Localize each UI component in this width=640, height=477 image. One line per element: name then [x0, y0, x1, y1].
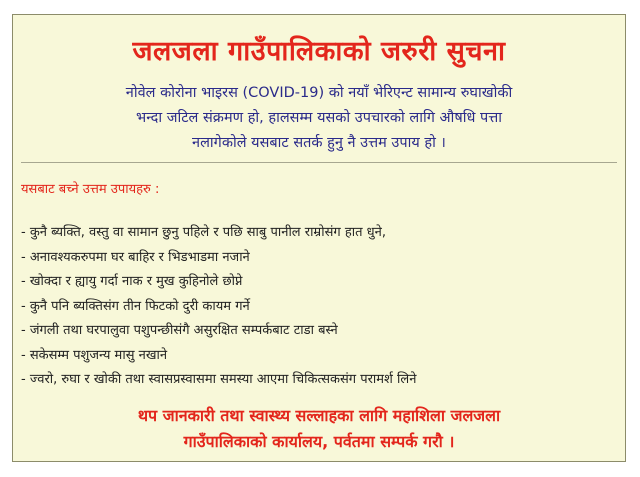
intro-line: भन्दा जटिल संक्रमण हो, हालसम्म यसको उपचारको लागि औषधि पत्ता [136, 110, 502, 126]
contact-footer [13, 403, 625, 455]
tip-item: - अनावश्यकरुपमा घर बाहिर र भिडभाडमा नजाने [21, 249, 250, 265]
tip-item: - खोक्दा र ह्यायु गर्दा नाक र मुख कुहिनोले छोप्ने [21, 274, 243, 289]
tip-item: - कुनै ब्यक्ति, वस्तु वा सामान छुनु पहिले र पछि साबु पानील राम्रोसंग हात धुने, [21, 225, 386, 240]
divider [21, 162, 617, 163]
notice-title: जलजला गाउँपालिकाको जरुरी सुचना [132, 36, 506, 67]
tip-item: - कुनै पनि ब्यक्तिसंग तीन फिटको दुरी कायम गर्ने [21, 298, 250, 314]
footer-line: थप जानकारी तथा स्वास्थ्य सल्लाहका लागि महाशिला जलजला [137, 406, 501, 425]
intro-line: नलागेकोले यसबाट सतर्क हुनु नै उत्तम उपाय हो । [192, 135, 446, 151]
tip-item: - ज्वरो, रुघा र खोकी तथा स्वासप्रस्वासमा समस्या आएमा चिकित्सकसंग परामर्श लिने [21, 372, 417, 387]
footer-line: गाउँपालिकाको कार्यालय, पर्वतमा सम्पर्क गरौ । [183, 432, 455, 451]
intro-paragraph [29, 81, 609, 156]
intro-line: नोवेल कोरोना भाइरस (COVID-19) को नयाँ भेरिएन्ट सामान्य रुघाखोकी [125, 85, 513, 101]
tip-item: - जंगली तथा घरपालुवा पशुपन्छीसंगै असुरक्षित सम्पर्कबाट टाडा बस्ने [21, 323, 338, 338]
notice-board [12, 14, 626, 462]
tip-item: - सकेसम्म पशुजन्य मासु नखाने [21, 347, 168, 363]
tips-heading: यसबाट बच्ने उत्तम उपायहरु : [21, 182, 160, 197]
tips-list [21, 221, 416, 393]
